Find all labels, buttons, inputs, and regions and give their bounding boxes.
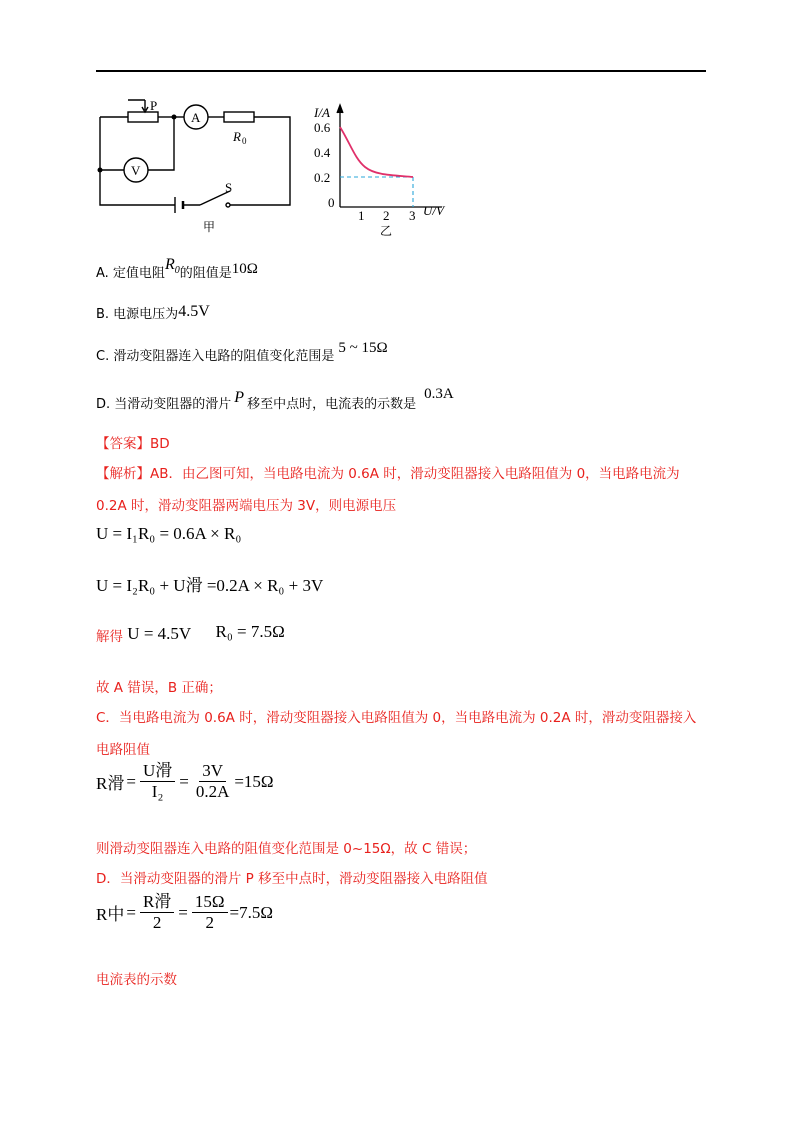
ammeter-label: A	[191, 110, 201, 125]
equation-2: U = I₂R₀ + U滑 =0.2A × R₀ + 3V	[96, 576, 324, 595]
option-d-mid: 移至中点时，电流表的示数是	[247, 397, 417, 412]
answer-label: 【答案】BD	[96, 436, 170, 452]
origin-label: 0	[328, 195, 335, 210]
option-d	[96, 386, 454, 413]
junction-dot-top	[172, 115, 177, 120]
c-line-2: 电路阻值	[96, 742, 150, 758]
option-a	[96, 256, 258, 284]
x-axis-label: U/V	[423, 203, 444, 218]
eq4-lhs: R中	[96, 905, 125, 924]
y-axis-label: I/A	[314, 105, 330, 120]
x-tick-3: 3	[409, 208, 416, 223]
voltmeter-label: V	[131, 163, 141, 178]
eq4-fraction-2: $\frac{15\Omega}{2}$	[192, 893, 228, 932]
option-b-text: B. 电源电压为	[96, 307, 179, 322]
option-a-value: 10Ω	[231, 261, 258, 277]
iu-graph	[310, 95, 460, 240]
eq3-lhs: R滑	[96, 774, 125, 793]
solve-r: R₀ = 7.5Ω	[215, 622, 285, 641]
graph-caption: 乙	[380, 224, 393, 238]
option-b	[96, 303, 210, 323]
option-d-var: P	[234, 389, 245, 406]
analysis-line-2: 0.2A 时，滑动变阻器两端电压为 3V，则电源电压	[96, 498, 397, 514]
eq4-result: =7.5Ω	[229, 902, 273, 922]
conclusion-c: 则滑动变阻器连入电路的阻值变化范围是 0~15Ω，故 C 错误；	[96, 841, 477, 857]
eq3-result: =15Ω	[234, 771, 274, 791]
circuit-caption: 甲	[203, 220, 216, 234]
option-d-value: 0.3A	[424, 386, 454, 402]
option-a-text: A. 定值电阻	[96, 266, 165, 281]
y-tick-0.6: 0.6	[314, 120, 331, 135]
final-line: 电流表的示数	[96, 972, 177, 988]
eq3-fraction-2: $\frac{3V}{0.2A}$	[195, 761, 230, 801]
solve-u: U = 4.5V	[127, 624, 192, 643]
y-tick-0.2: 0.2	[314, 170, 331, 185]
junction-dot-left	[98, 168, 103, 173]
label-p: P	[150, 98, 158, 113]
x-tick-1: 1	[358, 208, 365, 223]
option-a-mid: 的阻值是	[179, 266, 232, 281]
solve-row	[96, 622, 285, 646]
option-c	[96, 340, 388, 365]
equation-3: R滑 = $\frac{\text{U滑}}{\text{I₂}}$ = $\frac{3V}{0.2A}$ =15Ω	[96, 761, 274, 801]
equation-1: U = I₁R₀ = 0.6A × R₀	[96, 524, 242, 543]
dashed-guides	[340, 177, 413, 207]
conclusion-ab: 故 A 错误，B 正确；	[96, 680, 222, 696]
c-line-1: C．当电路电流为 0.6A 时，滑动变阻器接入电路阻值为 0，当电路电流为 0.2A 时，滑动变阻器接入	[96, 710, 697, 726]
d-line: D．当滑动变阻器的滑片 P 移至中点时，滑动变阻器接入电路阻值	[96, 871, 488, 887]
option-c-value: 5 ~ 15Ω	[338, 340, 388, 356]
eq3-fraction-1: $\frac{\text{U滑}}{\text{I₂}}$	[140, 762, 175, 801]
option-c-text: C. 滑动变阻器连入电路的阻值变化范围是	[96, 349, 335, 364]
r0-label: R	[233, 129, 241, 144]
eq4-fraction-1: $\frac{\text{R滑}}{2}$	[140, 893, 174, 932]
top-rule	[96, 70, 706, 72]
switch-label: S	[225, 180, 233, 195]
r0-sub-label: 0	[242, 136, 247, 146]
equation-4: R中 = $\frac{\text{R滑}}{2}$ = $\frac{15\Omega}{2}$ =7.5Ω	[96, 892, 273, 932]
analysis-line-1: 【解析】AB．由乙图可知，当电路电流为 0.6A 时，滑动变阻器接入电路阻值为 0，当电路电流为	[96, 466, 680, 482]
option-d-text: D. 当滑动变阻器的滑片	[96, 397, 232, 412]
solve-label: 解得	[96, 629, 123, 645]
y-tick-0.4: 0.4	[314, 145, 331, 160]
iu-curve	[340, 127, 413, 177]
circuit-diagram	[90, 95, 310, 245]
option-b-value: 4.5V	[178, 303, 210, 320]
option-a-var: $R_0$	[164, 256, 180, 276]
x-tick-2: 2	[383, 208, 390, 223]
